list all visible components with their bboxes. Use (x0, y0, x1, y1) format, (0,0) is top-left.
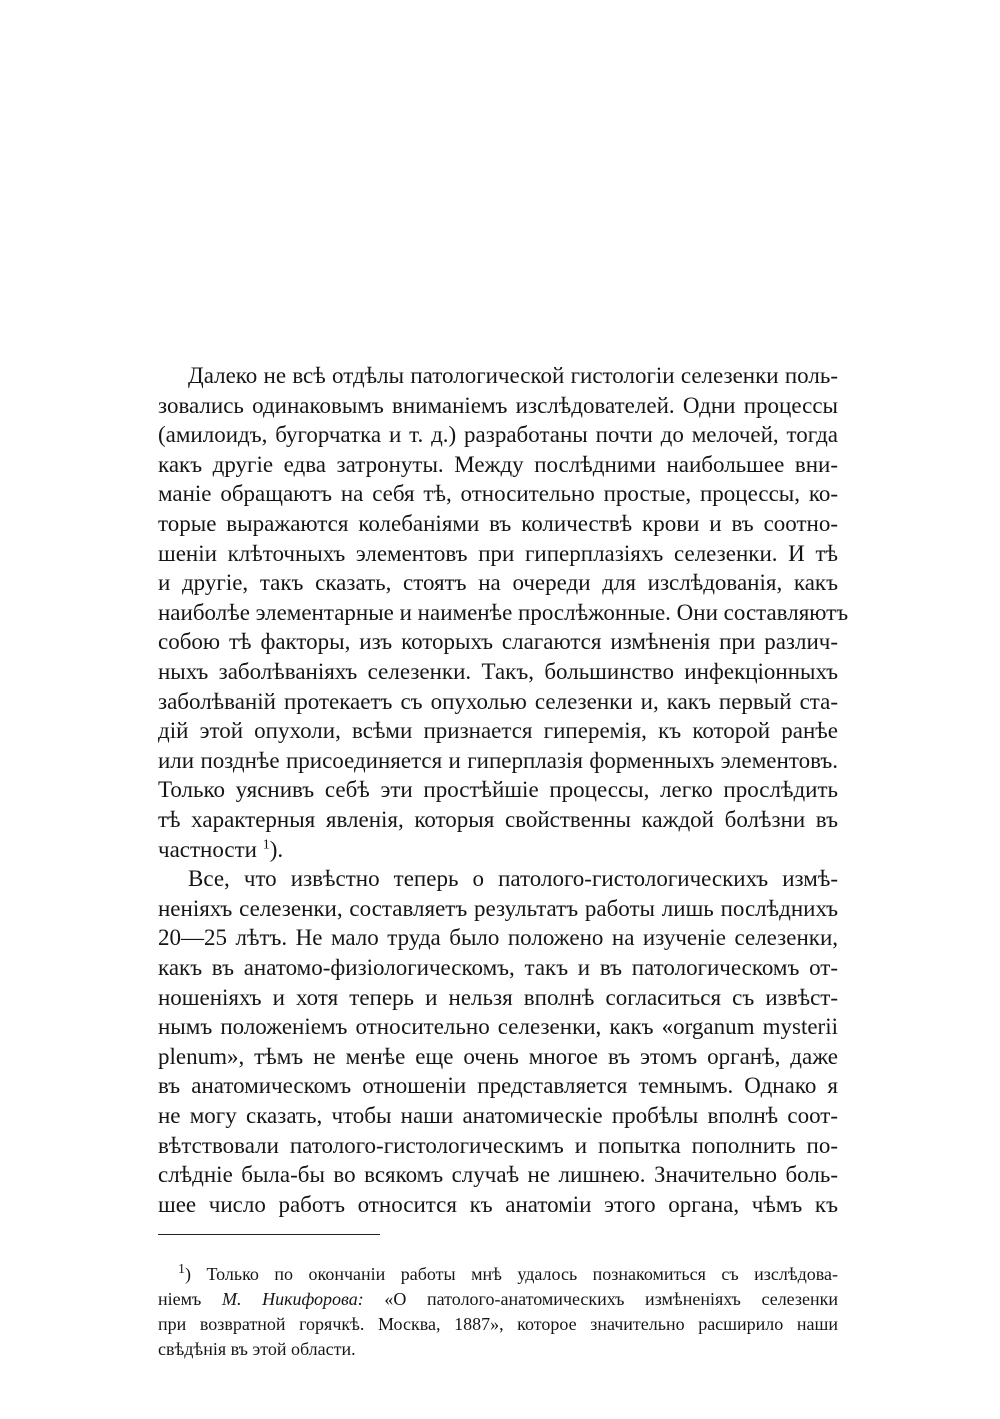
text-line: собою тѣ факторы, изъ которыхъ слагаются измѣненія при различ- (158, 629, 838, 655)
text-line: plenum», тѣмъ не менѣе еще очень многое въ этомъ органѣ, даже (158, 1043, 838, 1069)
footnote-line: свѣдѣнія въ этой области. (158, 1339, 356, 1359)
text-line: ношеніяхъ и хотя теперь и нельзя вполнѣ согласиться съ извѣст- (158, 984, 838, 1010)
text-line: Далеко не всѣ отдѣлы патологической гистологіи селезенки поль- (188, 363, 838, 388)
text-line: дій этой опухоли, всѣми признается гиперемія, къ которой ранѣе (158, 718, 838, 744)
footnote-author: М. Никифорова: (221, 1289, 364, 1309)
text-line: нымъ положеніемъ относительно селезенки, какъ «organum mysterii (158, 1014, 838, 1040)
text-line: маніе обращаютъ на себя тѣ, относительно простые, процессы, ко- (158, 481, 838, 507)
text-line: 20—25 лѣтъ. Не мало труда было положено на изученіе селезенки, (158, 925, 838, 951)
text-line: и другіе, такъ сказать, стоятъ на очереди для изслѣдованія, какъ (158, 570, 838, 596)
text-fragment: частности (158, 836, 257, 862)
footnote-line (178, 1262, 838, 1286)
text-line: не могу сказать, чтобы наши анатомическіе пробѣлы вполнѣ соот- (158, 1103, 838, 1128)
text-line: или позднѣе присоединяется и гиперплазія форменныхъ элементовъ. (158, 747, 838, 773)
text-line: какъ въ анатомо-физіологическомъ, такъ и въ патологическомъ от- (158, 955, 838, 980)
footnote-text: ніемъ (158, 1289, 222, 1309)
text-line: зовались одинаковымъ вниманіемъ изслѣдователей. Одни процессы (158, 392, 838, 418)
text-fragment: ). (269, 836, 284, 862)
footnote-text: «О патолого-анатомическихъ измѣненіяхъ селезенки (363, 1289, 839, 1309)
text-line: заболѣваній протекаетъ съ опухолью селезенки и, какъ первый ста- (158, 688, 838, 714)
footnote-line: при возвратной горячкѣ. Москва, 1887», которое значительно расширило наши (158, 1314, 838, 1334)
footnote-reference: 1 (262, 836, 270, 852)
text-line: шее число работъ относится къ анатоміи этого органа, чѣмъ къ (158, 1191, 838, 1217)
footnote-text: ) Только по окончаніи работы мнѣ удалось познакомиться съ изслѣдова- (185, 1264, 838, 1284)
text-line: тѣ характерныя явленія, которыя свойственны каждой болѣзни въ (158, 807, 838, 832)
text-line: въ анатомическомъ отношеніи представляется темнымъ. Однако я (158, 1073, 838, 1099)
text-line (158, 835, 838, 865)
footnote-marker: 1 (178, 1262, 185, 1277)
text-line: какъ другіе едва затронуты. Между послѣдними наибольшее вни- (158, 451, 838, 477)
text-line: торые выражаются колебаніями въ количествѣ крови и въ соотно- (158, 511, 838, 536)
text-line: (амилоидъ, бугорчатка и т. д.) разработаны почти до мелочей, тогда (158, 422, 838, 448)
text-line: вѣтствовали патолого-гистологическимъ и попытка пополнить по- (158, 1132, 838, 1158)
text-line: слѣдніе была-бы во всякомъ случаѣ не лишнею. Значительно боль- (158, 1162, 838, 1188)
footnote-divider (158, 1234, 380, 1235)
text-line: шеніи клѣточныхъ элементовъ при гиперплазіяхъ селезенки. И тѣ (158, 540, 838, 566)
text-line: Все, что извѣстно теперь о патолого-гистологическихъ измѣ- (188, 866, 838, 892)
text-line: ныхъ заболѣваніяхъ селезенки. Такъ, большинство инфекціонныхъ (158, 659, 838, 684)
text-line: неніяхъ селезенки, составляетъ результатъ работы лишь послѣднихъ (158, 895, 838, 921)
footnote-line (158, 1287, 838, 1311)
text-line: наиболѣе элементарные и наименѣе прослѣжонные. Они составляютъ (158, 599, 849, 625)
text-line: Только уяснивъ себѣ эти простѣйшіе процессы, легко прослѣдить (158, 777, 838, 803)
